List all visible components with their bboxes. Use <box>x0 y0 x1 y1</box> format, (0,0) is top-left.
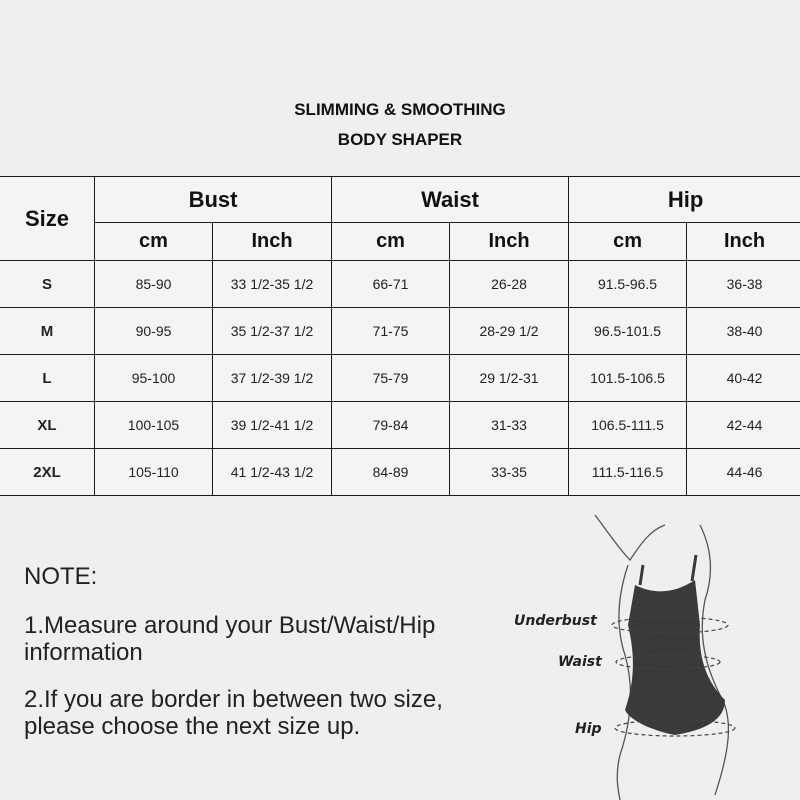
underbust-label: Underbust <box>514 613 597 629</box>
table-cell: 39 1/2-41 1/2 <box>213 402 332 449</box>
table-cell: 44-46 <box>687 449 800 496</box>
table-cell: 42-44 <box>687 402 800 449</box>
bust-header: Bust <box>95 177 332 223</box>
note-item-2: 2.If you are border in between two size, please choose the next size up. <box>24 686 443 740</box>
table-cell: 91.5-96.5 <box>569 261 687 308</box>
size-cell: XL <box>0 402 95 449</box>
table-cell: 28-29 1/2 <box>450 308 569 355</box>
table-cell: 66-71 <box>332 261 450 308</box>
shoulder-outline <box>595 515 665 560</box>
unit-header: cm <box>95 223 213 261</box>
table-cell: 40-42 <box>687 355 800 402</box>
waist-header: Waist <box>332 177 569 223</box>
table-cell: 37 1/2-39 1/2 <box>213 355 332 402</box>
table-cell: 26-28 <box>450 261 569 308</box>
title-line-1: SLIMMING & SMOOTHING <box>294 100 506 119</box>
note-title: NOTE: <box>24 563 98 590</box>
table-row <box>0 261 800 308</box>
left-strap <box>640 565 643 585</box>
note-item-1: 1.Measure around your Bust/Waist/Hip information <box>24 612 436 666</box>
table-cell: 79-84 <box>332 402 450 449</box>
back-outline <box>700 525 728 795</box>
table-cell: 111.5-116.5 <box>569 449 687 496</box>
unit-header: Inch <box>687 223 800 261</box>
body-measurement-illustration <box>500 505 800 800</box>
unit-header: cm <box>569 223 687 261</box>
size-cell: 2XL <box>0 449 95 496</box>
table-cell: 100-105 <box>95 402 213 449</box>
table-cell: 71-75 <box>332 308 450 355</box>
size-cell: M <box>0 308 95 355</box>
hip-label: Hip <box>575 721 602 737</box>
title-line-2: BODY SHAPER <box>337 130 463 149</box>
table-row <box>0 402 800 449</box>
table-cell: 31-33 <box>450 402 569 449</box>
table-cell: 41 1/2-43 1/2 <box>213 449 332 496</box>
size-cell: S <box>0 261 95 308</box>
unit-header: cm <box>332 223 450 261</box>
table-cell: 29 1/2-31 <box>450 355 569 402</box>
table-cell: 90-95 <box>95 308 213 355</box>
table-cell: 33 1/2-35 1/2 <box>213 261 332 308</box>
table-cell: 96.5-101.5 <box>569 308 687 355</box>
table-cell: 106.5-111.5 <box>569 402 687 449</box>
right-strap <box>692 555 696 581</box>
table-row <box>0 449 800 496</box>
unit-header: Inch <box>213 223 332 261</box>
table-cell: 105-110 <box>95 449 213 496</box>
table-cell: 38-40 <box>687 308 800 355</box>
table-cell: 95-100 <box>95 355 213 402</box>
size-cell: L <box>0 355 95 402</box>
table-cell: 84-89 <box>332 449 450 496</box>
table-cell: 85-90 <box>95 261 213 308</box>
size-chart-table <box>0 176 800 496</box>
front-outline <box>617 565 630 800</box>
table-row <box>0 308 800 355</box>
size-header: Size <box>0 177 95 261</box>
table-cell: 75-79 <box>332 355 450 402</box>
table-cell: 101.5-106.5 <box>569 355 687 402</box>
table-cell: 35 1/2-37 1/2 <box>213 308 332 355</box>
hip-header: Hip <box>569 177 800 223</box>
waist-label: Waist <box>558 654 602 670</box>
unit-header: Inch <box>450 223 569 261</box>
body-shaper-garment <box>625 580 725 735</box>
table-cell: 33-35 <box>450 449 569 496</box>
table-row <box>0 355 800 402</box>
table-cell: 36-38 <box>687 261 800 308</box>
